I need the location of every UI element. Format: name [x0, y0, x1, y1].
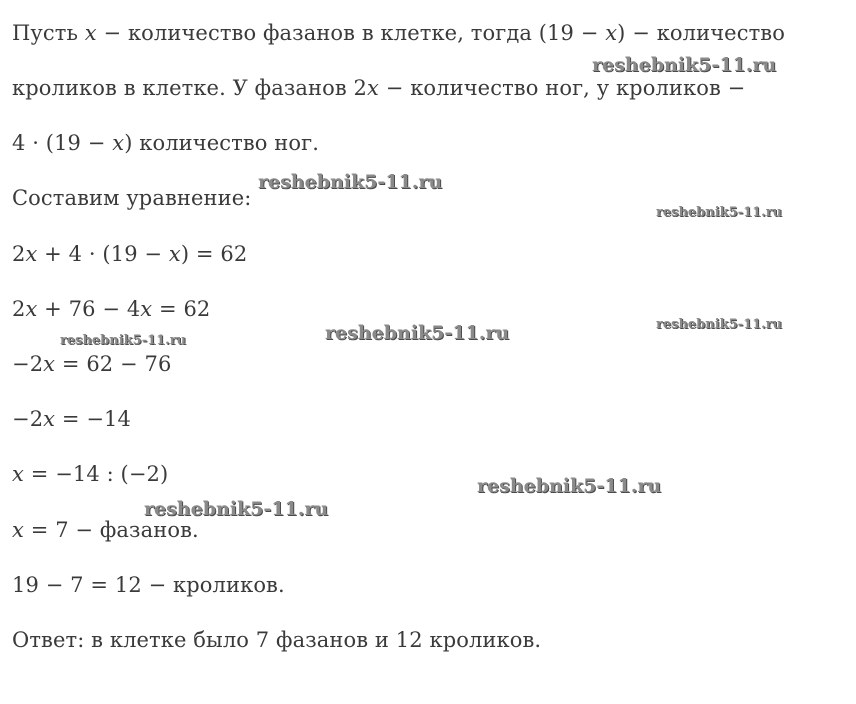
text-line-4: Составим уравнение:	[12, 186, 252, 210]
text-line-3: 4 · (19 − 𝑥) количество ног.	[12, 131, 320, 155]
text-line-rabbits: 19 − 7 = 12 − кроликов.	[12, 573, 285, 597]
watermark: reshebnik5-11.ru	[325, 322, 510, 344]
equation-3: −2𝑥 = 62 − 76	[12, 352, 172, 376]
equation-5: 𝑥 = −14 : (−2)	[12, 462, 169, 486]
watermark: reshebnik5-11.ru	[656, 205, 783, 220]
equation-4: −2𝑥 = −14	[12, 407, 131, 431]
equation-1: 2𝑥 + 4 · (19 − 𝑥) = 62	[12, 242, 248, 266]
answer-line: Ответ: в клетке было 7 фазанов и 12 кроликов.	[12, 628, 542, 652]
watermark: reshebnik5-11.ru	[477, 475, 662, 497]
watermark: reshebnik5-11.ru	[60, 333, 187, 348]
text-line-1: Пусть 𝑥 − количество фазанов в клетке, тогда (19 − 𝑥) − количество	[12, 21, 785, 45]
watermark: reshebnik5-11.ru	[144, 498, 329, 520]
equation-6: 𝑥 = 7 − фазанов.	[12, 518, 199, 542]
watermark: reshebnik5-11.ru	[258, 171, 443, 193]
text-line-2: кроликов в клетке. У фазанов 2𝑥 − количество ног, у кроликов −	[12, 76, 746, 100]
equation-2: 2𝑥 + 76 − 4𝑥 = 62	[12, 297, 211, 321]
watermark: reshebnik5-11.ru	[592, 54, 777, 76]
watermark: reshebnik5-11.ru	[656, 317, 783, 332]
